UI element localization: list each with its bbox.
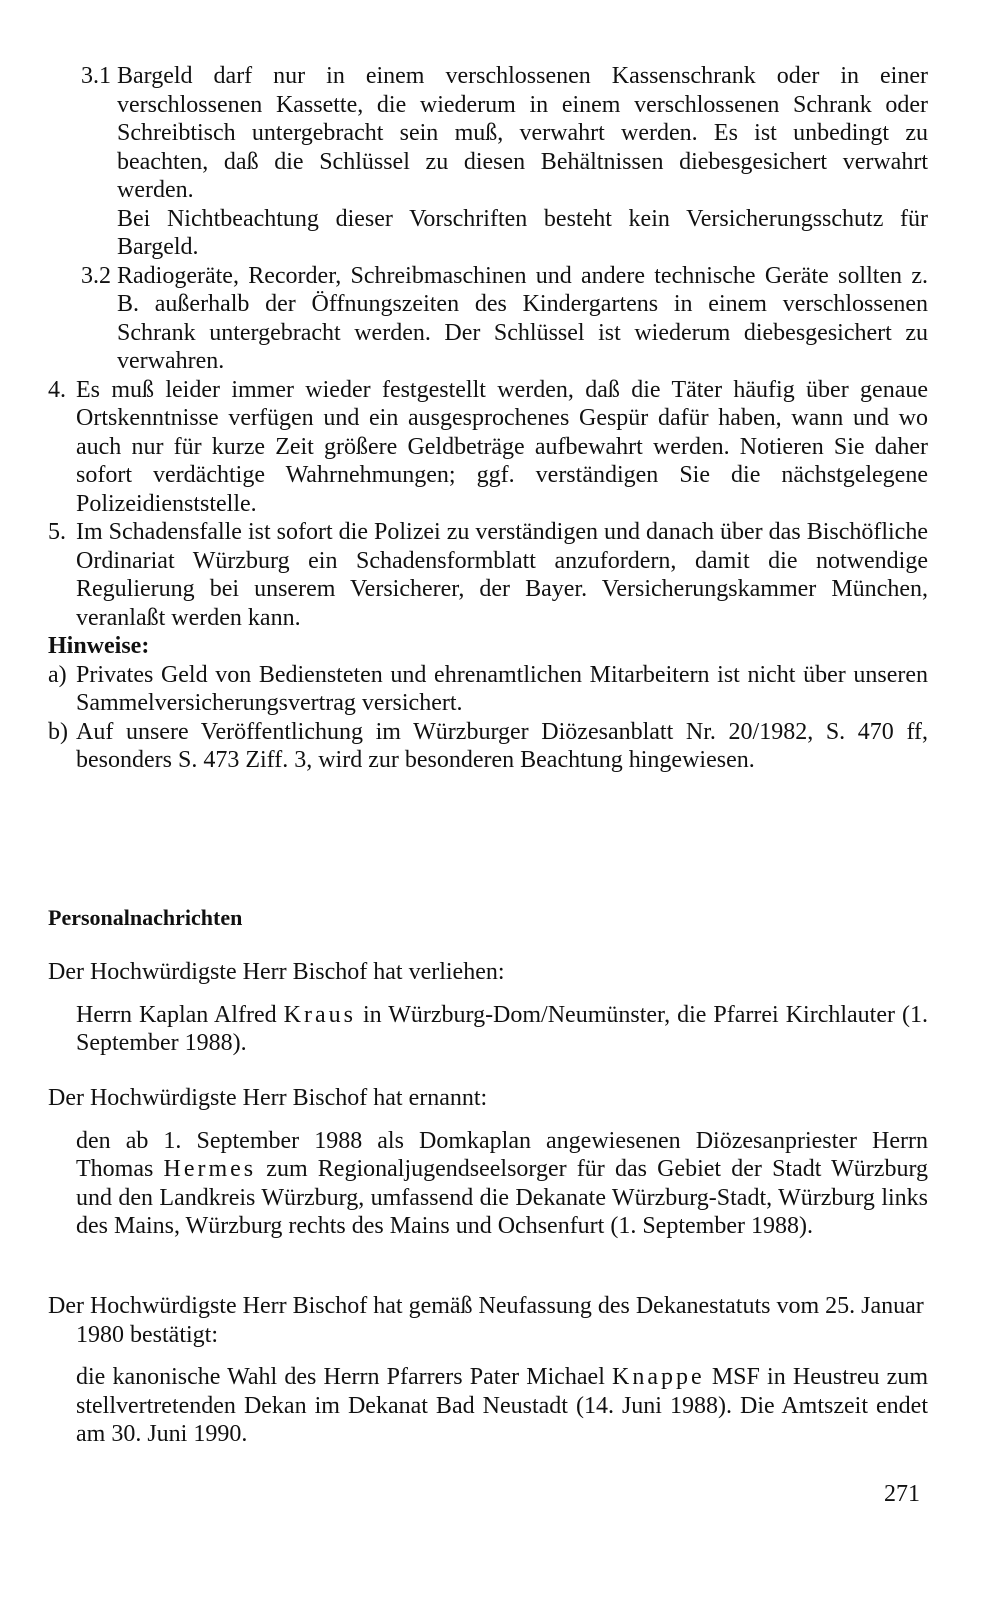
hint-label: b) — [48, 718, 68, 745]
person-name: Hermes — [163, 1156, 257, 1182]
hint-label: a) — [48, 661, 67, 688]
section-number: 3.1 — [81, 63, 111, 89]
entry-body: Herrn Kaplan Alfred Kraus in Würzburg-Dom/Neumünster, die Pfarrei Kirchlauter (1. September 1988). — [76, 1001, 928, 1056]
hint-text: Auf unsere Veröffentlichung im Würzburger Diözesanblatt Nr. 20/1982, S. 470 ff, besonders S. 473 Ziff. 3, wird zur besonderen Beachtung hingewiesen. — [76, 718, 928, 773]
entry-intro: Der Hochwürdigste Herr Bischof hat gemäß Neufassung des Dekanestatuts vom 25. Januar 1980 bestätigt: — [48, 1293, 924, 1348]
section-number: 4. — [48, 376, 66, 403]
personal-entry-3 — [48, 1292, 928, 1449]
entry-intro: Der Hochwürdigste Herr Bischof hat verliehen: — [48, 959, 505, 985]
section-number: 3.2 — [81, 262, 111, 289]
hint-a — [48, 661, 928, 718]
personal-entry-2 — [48, 1084, 928, 1241]
entry-intro: Der Hochwürdigste Herr Bischof hat ernannt: — [48, 1085, 488, 1111]
person-name: Knappe — [612, 1364, 705, 1390]
section-text: Es muß leider immer wieder festgestellt werden, daß die Täter häufig über genaue Ortskenntnisse verfügen und ein ausgesprochenes Gespür dafür haben, wann und wo auch nur für kurze Zeit größere Geldbeträge aufbewahrt werden. Notieren Sie daher sofort verdächtige Wahrnehmungen; ggf. verständigen Sie die nächstgelegene Polizeidienststelle. — [76, 376, 928, 517]
personal-news-heading: Personalnachrichten — [48, 905, 243, 930]
section-text-note: Bei Nichtbeachtung dieser Vorschriften besteht kein Versicherungsschutz für Bargeld. — [117, 205, 928, 260]
section-5 — [48, 518, 928, 632]
section-number: 5. — [48, 519, 66, 545]
personal-entry-1 — [48, 958, 928, 1058]
hints-heading: Hinweise: — [48, 633, 150, 659]
person-name: Kraus — [283, 1001, 356, 1028]
section-text: Bargeld darf nur in einem verschlossenen Kassenschrank oder in einer verschlossenen Kassette, die wiederum in einem verschlossenen Schrank oder Schreibtisch untergebracht sein muß, verwahrt werden. Es ist unbedingt zu beachten, daß die Schlüssel zu diesen Behältnissen diebesgesichert verwahrt werden. — [117, 63, 928, 203]
document-page — [48, 62, 928, 1447]
section-4 — [48, 376, 928, 519]
hint-b — [48, 718, 928, 775]
hint-text: Privates Geld von Bediensteten und ehrenamtlichen Mitarbeitern ist nicht über unseren Sammelversicherungsvertrag versichert. — [76, 661, 928, 716]
section-text: Radiogeräte, Recorder, Schreibmaschinen und andere technische Geräte sollten z. B. außerhalb der Öffnungszeiten des Kindergartens in einem verschlossenen Schrank untergebracht werden. Der Schlüssel ist wiederum diebesgesichert zu verwahren. — [117, 262, 928, 374]
entry-body: den ab 1. September 1988 als Domkaplan angewiesenen Diözesanpriester Herrn Thomas Hermes zum Regionaljugendseelsorger für das Gebiet der Stadt Würzburg und den Landkreis Würzburg, umfassend die Dekanate Würzburg-Stadt, Würzburg links des Mains, Würzburg rechts des Mains und Ochsenfurt (1. September 1988). — [76, 1127, 928, 1239]
entry-body: die kanonische Wahl des Herrn Pfarrers Pater Michael Knappe MSF in Heustreu zum stellvertretenden Dekan im Dekanat Bad Neustadt (14. Juni 1988). Die Amtszeit endet am 30. Juni 1990. — [76, 1364, 928, 1447]
section-3-2 — [48, 262, 928, 376]
page-number: 271 — [884, 1481, 920, 1507]
section-text: Im Schadensfalle ist sofort die Polizei zu verständigen und danach über das Bischöfliche Ordinariat Würzburg ein Schadensformblatt anzufordern, damit die notwendige Regulierung bei unserem Versicherer, der Bayer. Versicherungskammer München, veranlaßt werden kann. — [76, 519, 928, 631]
section-3-1 — [48, 62, 928, 262]
